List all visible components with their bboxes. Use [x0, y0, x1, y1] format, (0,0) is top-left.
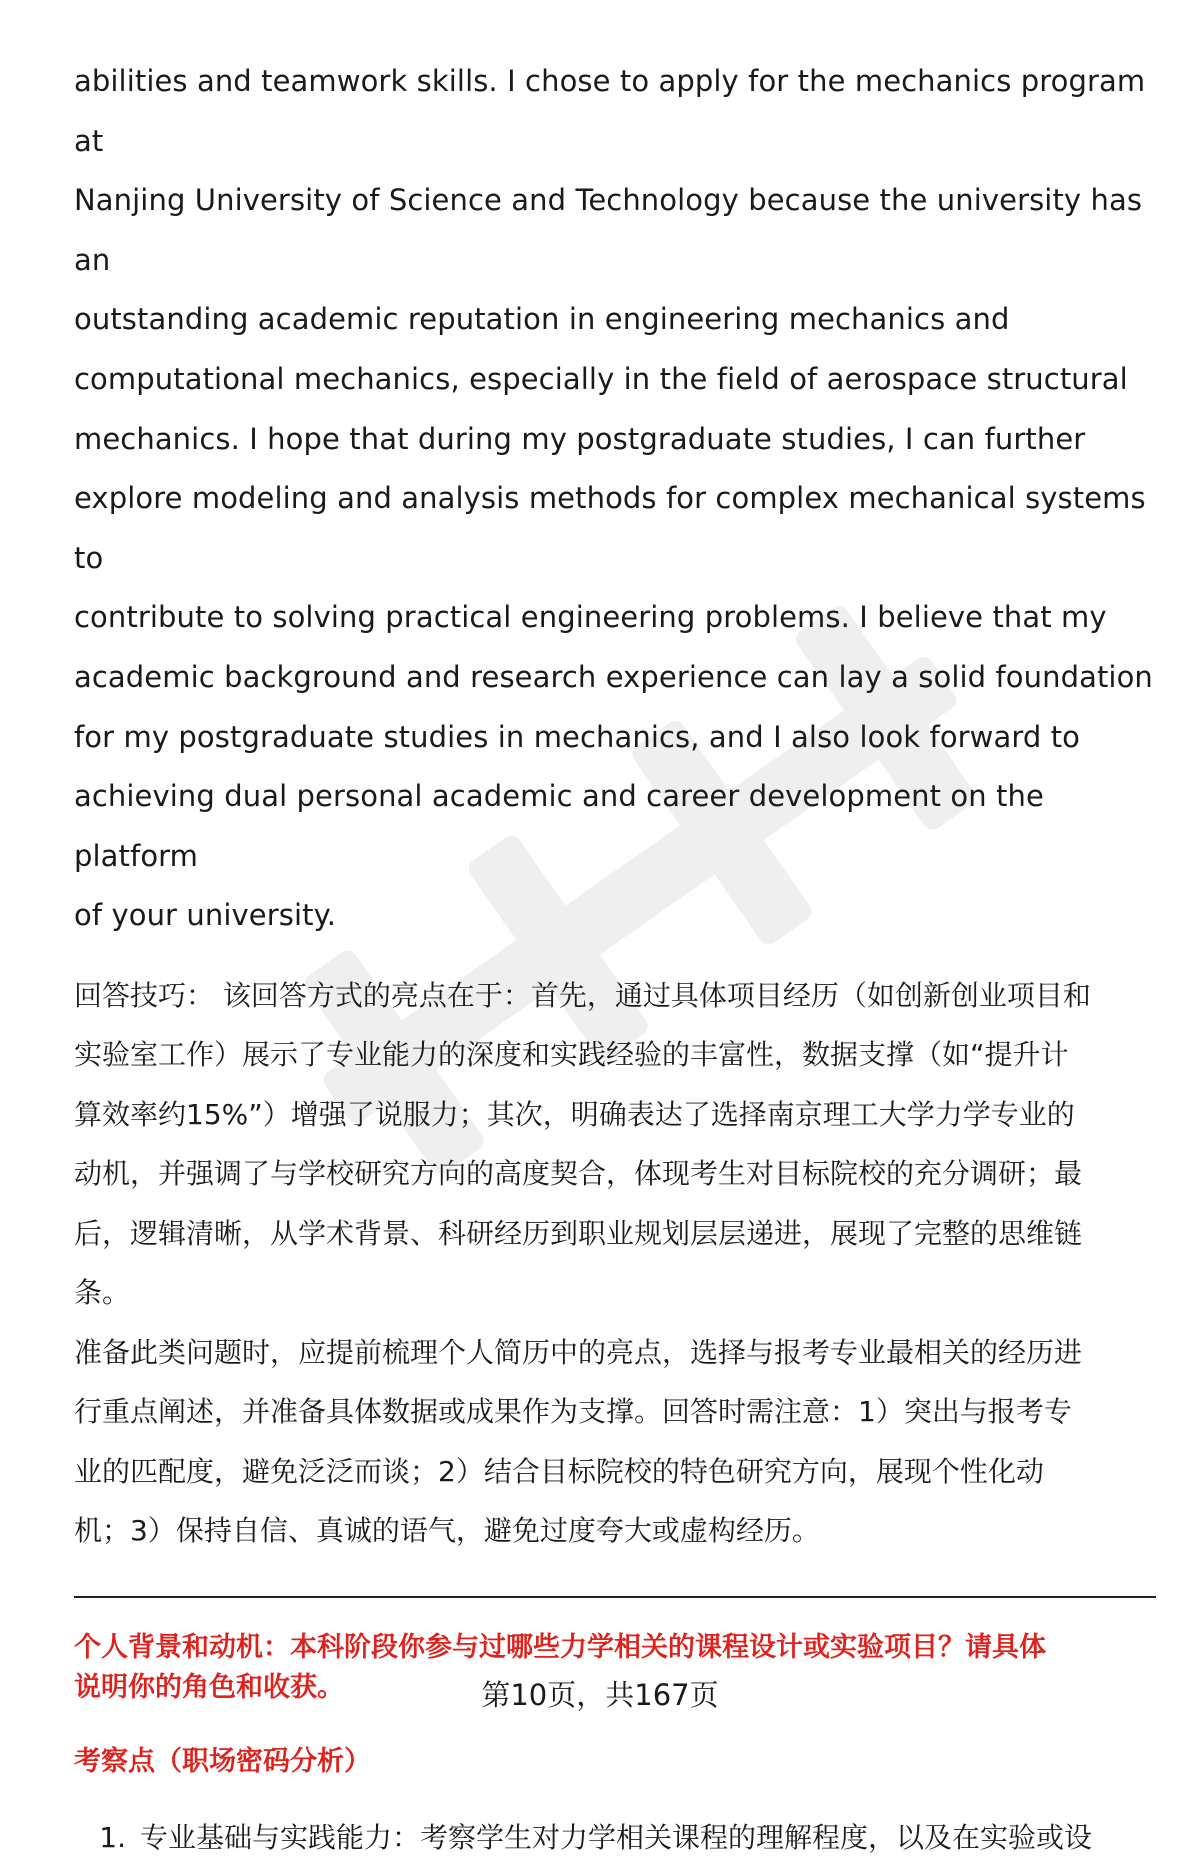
text-line: 准备此类问题时，应提前梳理个人简历中的亮点，选择与报考专业最相关的经历进: [74, 1335, 1083, 1369]
text-line: 实验室工作）展示了专业能力的深度和实践经验的丰富性，数据支撑（如“提升计: [74, 1038, 1069, 1072]
answer-tips-paragraph: [74, 966, 1156, 1323]
section-divider: [74, 1596, 1156, 1598]
text-line: achieving dual personal academic and career development on the platform: [74, 779, 1044, 873]
text-line: 后，逻辑清晰，从学术背景、科研经历到职业规划层层递进，展现了完整的思维链: [74, 1216, 1083, 1250]
text-line: computational mechanics, especially in the field of aerospace structural: [74, 361, 1128, 396]
question-line: 个人背景和动机：本科阶段你参与过哪些力学相关的课程设计或实验项目？请具体: [74, 1631, 1046, 1663]
text-line: mechanics. I hope that during my postgraduate studies, I can further: [74, 421, 1086, 456]
text-line: 条。: [74, 1276, 131, 1310]
text-line: of your university.: [74, 898, 337, 933]
text-line: contribute to solving practical engineering problems. I believe that my: [74, 600, 1107, 635]
document-page: [74, 52, 1156, 1858]
text-line: 行重点阐述，并准备具体数据或成果作为支撑。回答时需注意：1）突出与报考专: [74, 1395, 1072, 1429]
text-line: 动机，并强调了与学校研究方向的高度契合，体现考生对目标院校的充分调研；最: [74, 1157, 1083, 1191]
list-item-text: 专业基础与实践能力：考察学生对力学相关课程的理解程度，以及在实验或设: [140, 1820, 1093, 1854]
text-line: 算效率约15%”）增强了说服力；其次，明确表达了选择南京理工大学力学专业的: [74, 1097, 1075, 1131]
page-footer: 第10页，共167页: [481, 1678, 719, 1712]
list-item: [74, 1818, 1156, 1858]
preparation-advice-paragraph: [74, 1323, 1156, 1561]
text-line: explore modeling and analysis methods for complex mechanical systems to: [74, 481, 1146, 575]
english-answer-paragraph: [74, 52, 1156, 946]
question-line: 说明你的角色和收获。: [74, 1671, 344, 1703]
exam-points-list: [74, 1818, 1156, 1858]
exam-points-heading: 考察点（职场密码分析）: [74, 1745, 371, 1777]
text-line: 机；3）保持自信、真诚的语气，避免过度夸大或虚构经历。: [74, 1514, 820, 1548]
text-line: for my postgraduate studies in mechanics, and I also look forward to: [74, 719, 1081, 754]
text-line: Nanjing University of Science and Technology because the university has an: [74, 183, 1143, 277]
text-line: 业的匹配度，避免泛泛而谈；2）结合目标院校的特色研究方向，展现个性化动: [74, 1454, 1044, 1488]
text-line: 回答技巧： 该回答方式的亮点在于：首先，通过具体项目经历（如创新创业项目和: [74, 978, 1091, 1012]
text-line: outstanding academic reputation in engineering mechanics and: [74, 302, 1010, 337]
text-line: abilities and teamwork skills. I chose to apply for the mechanics program at: [74, 64, 1146, 158]
list-item-number: 1.: [99, 1820, 126, 1854]
text-line: academic background and research experience can lay a solid foundation: [74, 659, 1153, 694]
